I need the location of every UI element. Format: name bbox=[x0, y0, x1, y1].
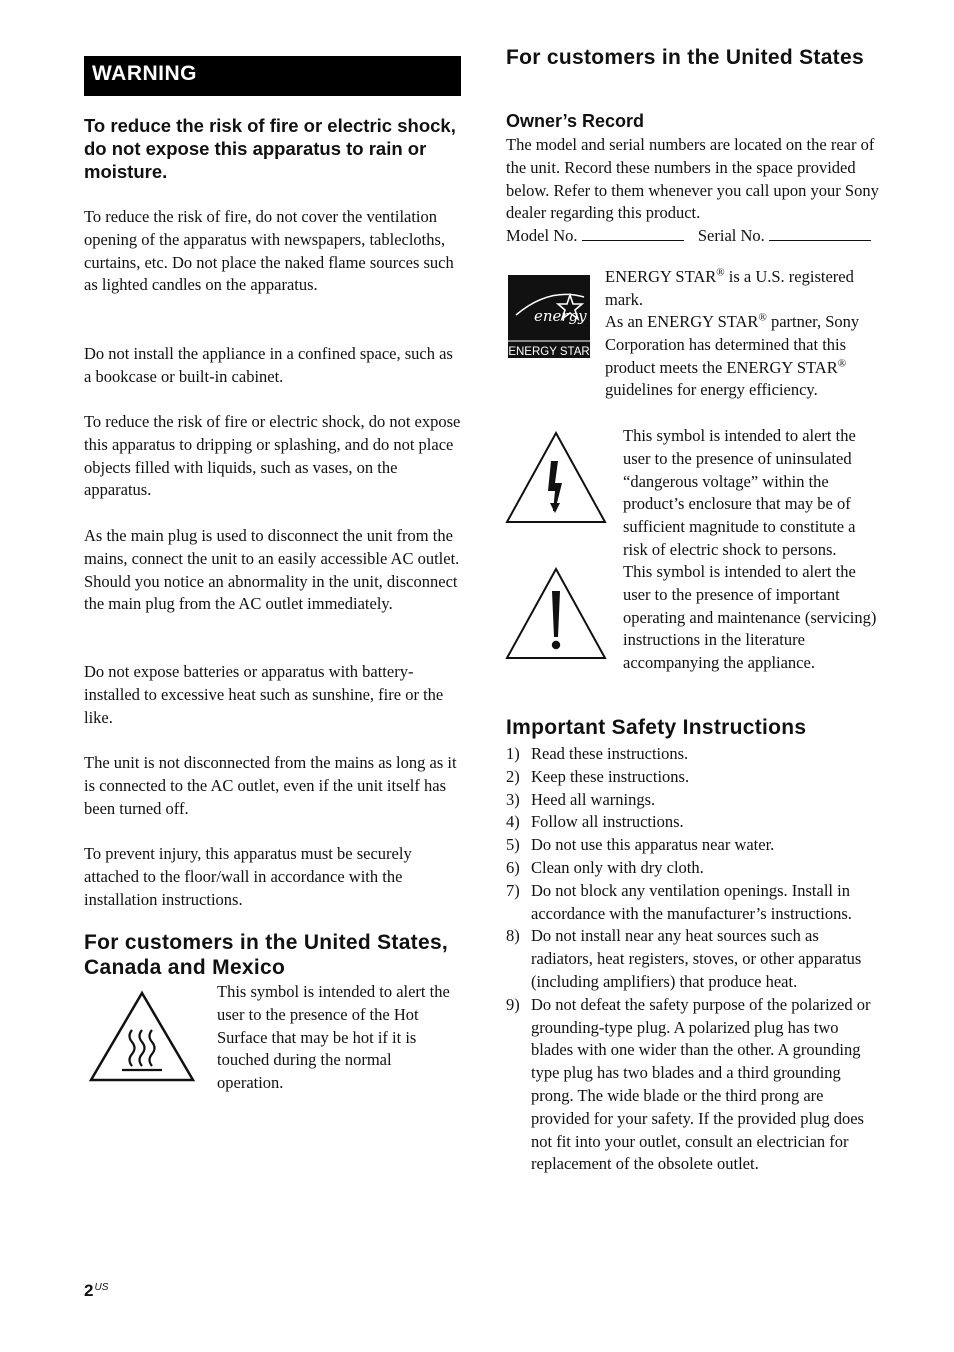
paragraph-disconnect: The unit is not disconnected from the mains as long as it is connected to the AC outlet, even if the unit itself has been turned off. bbox=[84, 753, 457, 818]
list-item: 3) Heed all warnings. bbox=[506, 789, 656, 809]
section-heading-us: For customers in the United States bbox=[506, 46, 864, 69]
model-label: Model No. bbox=[506, 226, 578, 245]
paragraph-main-plug: As the main plug is used to disconnect the unit from the mains, connect the unit to an easily accessible AC outlet. Should you notice an abnormality in the unit, disconnect the main plug from the AC outlet immediately. bbox=[84, 526, 460, 614]
energy-star-logo-script: energy bbox=[534, 307, 587, 325]
list-item: 8) Do not install near any heat sources such as radiators, heat registers, stoves, or other apparatus (including amplifiers) that produce heat. bbox=[506, 926, 862, 991]
warning-lead: To reduce the risk of fire or electric shock, do not expose this apparatus to rain or moisture. bbox=[84, 115, 456, 182]
exclamation-warning-icon bbox=[505, 567, 607, 660]
list-item: 7) Do not block any ventilation openings. Install in accordance with the manufacturer’s instructions. bbox=[506, 880, 852, 923]
exclamation-description: This symbol is intended to alert the user to the presence of important operating and maintenance (servicing) instructions in the literature accompanying the appliance. bbox=[623, 562, 877, 673]
serial-number-blank bbox=[769, 239, 871, 241]
list-item: 6) Clean only with dry cloth. bbox=[506, 857, 704, 877]
list-item: 9) Do not defeat the safety purpose of the polarized or grounding-type plug. A polarized plug has two blades with one wider than the other. A grounding type plug has two blades and a third grounding prong. The wide blade or the third prong are provided for your safety. If the provided plug does not fit into your outlet, consult an electrician for replacement of the obsolete outlet. bbox=[506, 994, 871, 1174]
energy-star-registered-text: ENERGY STAR® is a U.S. registered mark. bbox=[605, 266, 854, 309]
electric-shock-description: This symbol is intended to alert the user to the presence of uninsulated “dangerous voltage” within the product’s enclosure that may be of sufficient magnitude to constitute a risk of electric shock to persons. bbox=[623, 426, 856, 559]
electric-shock-warning-icon bbox=[505, 431, 607, 524]
paragraph-ventilation: To reduce the risk of fire, do not cover the ventilation opening of the apparatus with newspapers, tablecloths, curtains, etc. Do not place the naked flame sources such as lighted candles on the apparatus. bbox=[84, 207, 454, 295]
energy-star-logo bbox=[508, 275, 590, 358]
paragraph-confined-space: Do not install the appliance in a confined space, such as a bookcase or built-in cabinet. bbox=[84, 344, 453, 386]
owners-record-text: The model and serial numbers are located on the rear of the unit. Record these numbers in the space provided below. Refer to them whenever you call upon your Sony dealer regarding this product. bbox=[506, 135, 879, 223]
list-item: 2) Keep these instructions. bbox=[506, 766, 690, 786]
paragraph-dripping: To reduce the risk of fire or electric shock, do not expose this apparatus to dripping or splashing, and do not place objects filled with liquids, such as vases, on the apparatus. bbox=[84, 412, 461, 500]
serial-label: Serial No. bbox=[697, 226, 765, 245]
safety-instructions-heading: Important Safety Instructions bbox=[506, 716, 807, 739]
paragraph-batteries: Do not expose batteries or apparatus with battery-installed to excessive heat such as sunshine, fire or the like. bbox=[84, 662, 444, 727]
safety-instructions-list bbox=[506, 743, 884, 1176]
list-item: 5) Do not use this apparatus near water. bbox=[506, 835, 775, 855]
section-heading-us-canada-mexico: For customers in the United States, Canada and Mexico bbox=[84, 931, 449, 979]
owners-record-heading: Owner’s Record bbox=[506, 111, 645, 131]
record-fields bbox=[506, 225, 884, 248]
hot-surface-description: This symbol is intended to alert the user to the presence of the Hot Surface that may be hot if it is touched during the normal operation. bbox=[217, 982, 450, 1093]
page-region-suffix: US bbox=[94, 1282, 109, 1293]
hot-surface-warning-icon bbox=[88, 990, 196, 1083]
paragraph-injury: To prevent injury, this apparatus must be securely attached to the floor/wall in accordance with the installation instructions. bbox=[84, 844, 412, 909]
energy-star-logo-label: ENERGY STAR bbox=[508, 346, 590, 358]
energy-star-partner-text: As an ENERGY STAR® partner, Sony Corporation has determined that this product meets the ENERGY STAR® guidelines for energy efficiency. bbox=[605, 311, 860, 400]
list-item: 4) Follow all instructions. bbox=[506, 812, 684, 832]
model-number-blank bbox=[582, 239, 684, 241]
warning-heading: WARNING bbox=[84, 56, 461, 96]
page-number: $2^{US}$ bbox=[84, 1281, 109, 1300]
list-item: 1) Read these instructions. bbox=[506, 744, 689, 763]
